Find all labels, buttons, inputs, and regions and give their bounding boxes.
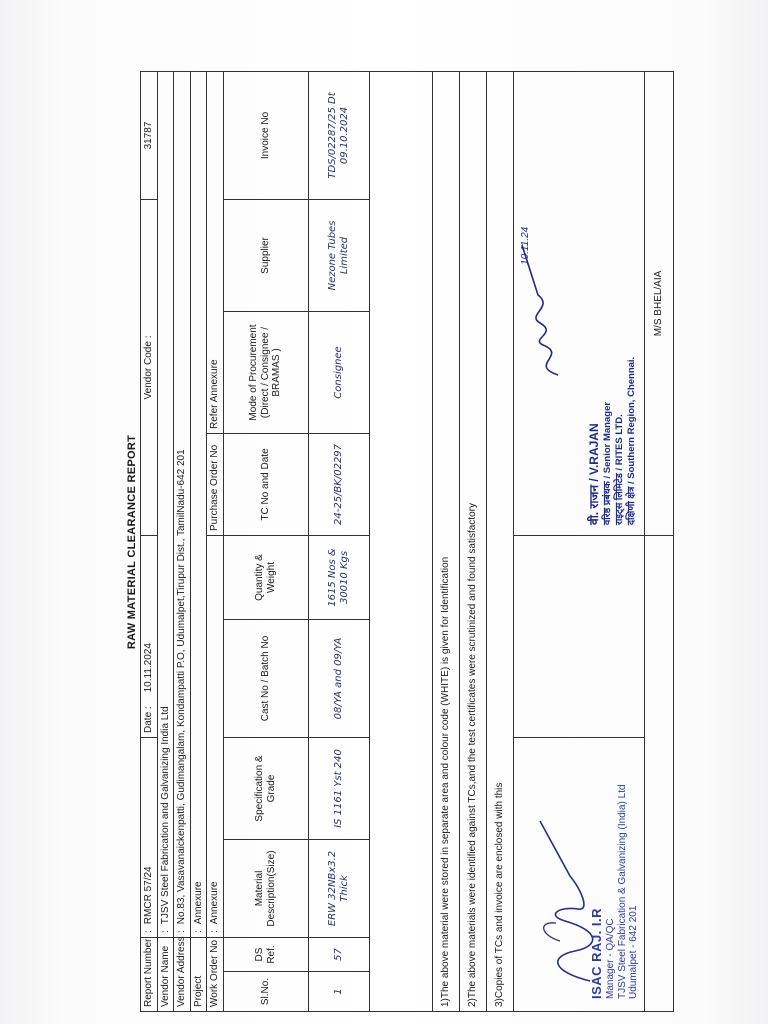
cell-supplier: Nezone Tubes Limited [308,199,369,311]
note-row-3 [486,71,513,1011]
blank-signature-cell [513,535,644,737]
work-order-label: Work Order No [207,937,224,1011]
cell-material: ERW 32NBx3.2 Thick [308,839,369,937]
inspector-designation-line: वरिष्ठ प्रबंधक / Senior Manager [601,401,613,525]
cell-sl-no: 1 [308,972,369,1012]
inspector-name-line: वी. राजन / V.RAJAN [586,423,601,525]
inspector-company-hindi: राइट्स लिमिटेड [613,473,625,525]
footer-right-text: M/S BHEL/AIA [644,71,673,535]
date-label: Date : [143,706,154,733]
vendor-signatory-place: Udumalpet - 642 201 [628,905,639,999]
cell-tc: 24-25/BK/02297 [308,433,369,535]
footer-row [644,71,673,1011]
date-cell [141,535,158,737]
project-row [190,71,207,1011]
work-order-row [207,71,224,1011]
note-row-1 [432,71,459,1011]
vendor-name-row [157,71,174,1011]
report-table [140,71,674,1012]
header-spec: Specification & Grade [223,737,308,839]
note-3: 3)Copies of TCs and invoice are enclosed with this [486,71,513,1011]
header-cast: Cast No / Batch No [223,619,308,737]
footer-left-cell [644,535,673,1011]
header-qty: Quantity & Weight [223,535,308,619]
header-material: Material Description(Size) [223,839,308,937]
vendor-signatory-name: ISAC RAJ. I.R [589,907,605,999]
cell-invoice: TDS/02287/25 Dt 09.10.2024 [308,71,369,199]
cell-spec: IS 1161 Yst 240 [308,737,369,839]
inspector-name: V.RAJAN [586,423,601,475]
vendor-address-value: No.83, Vasavanaickenpatti, Gudimangalam, Kondampatti P.O, Udumalpet,Tirupur Dist., TamilNadu-642 201 [176,449,187,925]
rotated-document [118,72,664,1012]
spacer-cell [369,71,432,1011]
inspector-stamp [587,357,638,525]
inspector-name-hindi: वी. राजन [586,484,601,525]
note-1: 1)The above material were stored in separate area and colour code (WHITE) is given for Identification [432,71,459,1011]
inspector-region-line: दक्षिणी क्षेत्र / Southern Region, Chennai. [625,356,637,525]
purchase-order-value: Refer Annexure [207,71,224,433]
inspector-company-line: राइट्स लिमिटेड / RITES LTD. [613,414,625,525]
header-mode: Mode of Procurement (Direct / Consignee / BRAMAS ) [223,311,308,433]
vendor-address-label: Vendor Address [174,937,191,1011]
report-number-row [141,71,158,1011]
inspector-handwritten-date: 10.11.24 [519,226,531,265]
cell-mode: Consignee [308,311,369,433]
report-number-cell: :RMCR 57/24 [141,737,158,937]
purchase-order-label: Purchase Order No [207,433,224,535]
project-label: Project [190,937,207,1011]
report-number-value: RMCR 57/24 [143,866,154,925]
vendor-signatory-company: TJSV Steel Fabrication & Galvanizing (India) Ltd [616,784,628,999]
work-order-value: Annexure [209,881,220,925]
vendor-address-cell: :No.83, Vasavanaickenpatti, Gudimangalam, Kondampatti P.O, Udumalpet,Tirupur Dist., TamilNadu-642 201 [174,71,191,937]
table-row [308,71,369,1011]
cell-qty: 1615 Nos & 30010 Kgs [308,535,369,619]
vendor-name-cell: :TJSV Steel Fabrication and Galvanizing India Ltd [157,71,174,937]
signature-row [513,71,644,1011]
inspector-designation: Senior Manager [601,401,613,474]
vendor-name-label: Vendor Name [157,937,174,1011]
inspector-company: RITES LTD. [613,414,625,466]
vendor-address-row [174,71,191,1011]
report-title: RAW MATERIAL CLEARANCE REPORT [126,434,138,650]
header-supplier: Supplier [223,199,308,311]
header-invoice: Invoice No [223,71,308,199]
inspector-region-hindi: दक्षिणी क्षेत्र [625,486,637,525]
vendor-name-value: TJSV Steel Fabrication and Galvanizing India Ltd [159,706,171,925]
inspector-region: Southern Region, Chennai. [625,356,637,479]
work-order-cell: :Annexure [207,535,224,937]
inspector-signature-cell [513,71,644,535]
vendor-stamp [590,784,639,999]
header-tc: TC No and Date [223,433,308,535]
cell-ds-ref: 57 [308,937,369,971]
vendor-code-value: 31787 [141,71,158,199]
report-number-label: Report Number [141,937,158,1011]
date-value: 10.11.2024 [143,643,154,693]
note-row-2 [459,71,486,1011]
header-ds-ref: DS Ref. [223,937,308,971]
table-header-row [223,71,308,1011]
header-sl-no: Sl.No. [223,972,308,1012]
spacer-row [369,71,432,1011]
note-2: 2)The above materials were identified against TCs,and the test certificates were scrutinized and found satisfactory [459,71,486,1011]
vendor-signature-cell [513,737,644,1011]
project-value: Annexure [192,881,204,925]
vendor-signatory-designation: Manager - QA/QC [605,918,616,999]
vendor-code-label: Vendor Code : [141,199,158,535]
project-cell: :Annexure [190,71,207,937]
inspector-designation-hindi: वरिष्ठ प्रबंधक [601,481,613,525]
cell-cast: 08/YA and 09/YA [308,619,369,737]
